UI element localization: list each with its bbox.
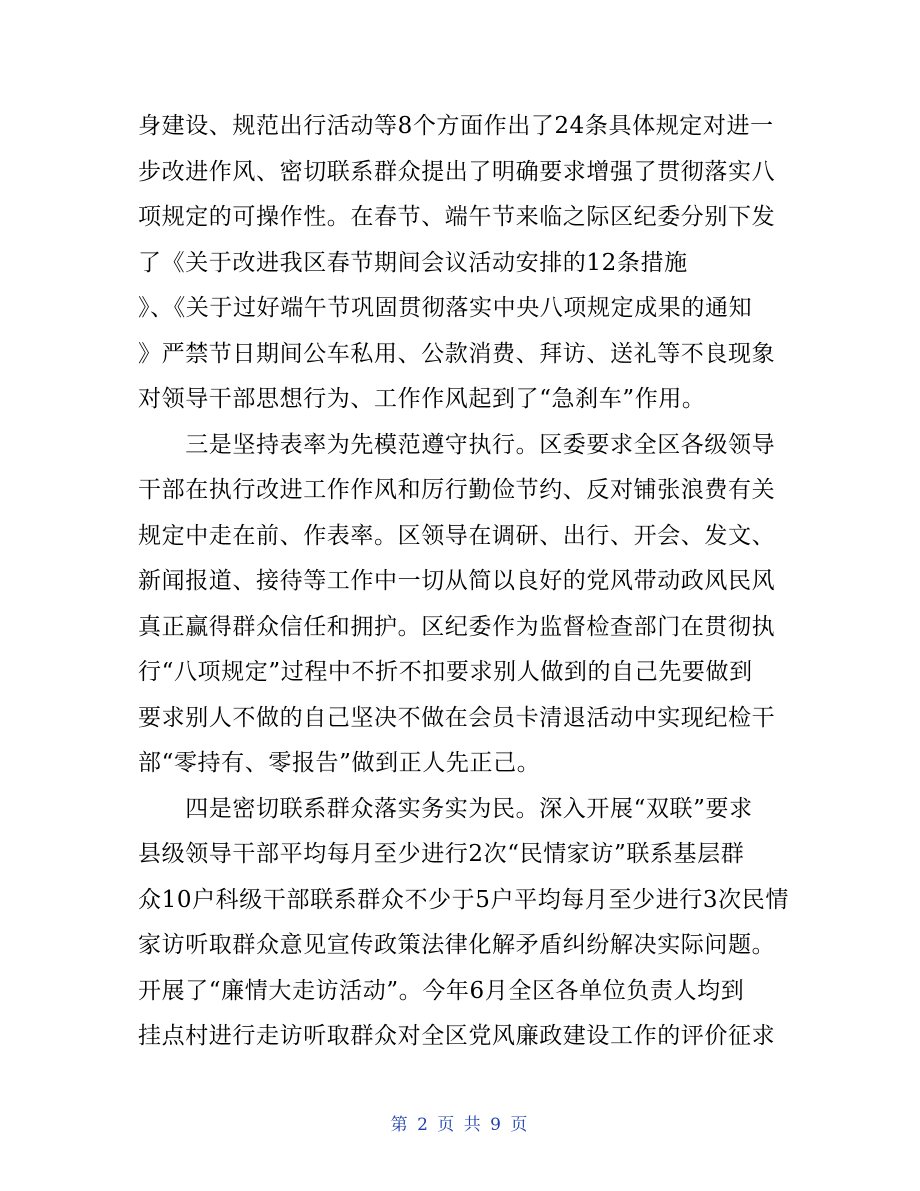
text-line-6: 》严禁节日期间公车私用、公款消费、拜访、送礼等不良现象 bbox=[138, 340, 776, 367]
page-footer: 第 2 页 共 9 页 bbox=[390, 1115, 530, 1135]
text-line-15: 部“零持有、零报告”做到正人先正己。 bbox=[138, 750, 541, 776]
text-line-7: 对领导干部思想行为、工作作风起到了“急刹车”作用。 bbox=[138, 386, 706, 412]
text-line-16: 四是密切联系群众落实务实为民。深入开展“双联”要求 bbox=[138, 795, 753, 822]
text-line-3: 项规定的可操作性。在春节、端午节来临之际区纪委分别下发 bbox=[138, 204, 776, 230]
text-line-2: 步改进作风、密切联系群众提出了明确要求增强了贯彻落实八 bbox=[138, 158, 776, 185]
text-line-18: 众10户科级干部联系群众不少于5户平均每月至少进行3次民情 bbox=[138, 886, 789, 913]
body-text bbox=[138, 104, 788, 1060]
text-line-13: 行“八项规定”过程中不折不扣要求别人做到的自己先要做到 bbox=[138, 659, 753, 685]
text-line-11: 新闻报道、接待等工作中一切从简以良好的党风带动政风民风 bbox=[138, 568, 776, 594]
text-line-1: 身建设、规范出行活动等8个方面作出了24条具体规定对进一 bbox=[138, 113, 774, 139]
text-line-5: 》、《关于过好端午节巩固贯彻落实中央八项规定成果的通知 bbox=[138, 295, 753, 321]
text-line-9: 干部在执行改进工作作风和厉行勤俭节约、反对铺张浪费有关 bbox=[138, 477, 776, 503]
text-line-8: 三是坚持表率为先模范遵守执行。区委要求全区各级领导 bbox=[138, 431, 776, 458]
text-line-12: 真正赢得群众信任和拥护。区纪委作为监督检查部门在贯彻执 bbox=[138, 613, 776, 640]
text-line-14: 要求别人不做的自己坚决不做在会员卡清退活动中实现纪检干 bbox=[138, 704, 776, 731]
text-line-17: 县级领导干部平均每月至少进行2次“民情家访”联系基层群 bbox=[138, 841, 745, 867]
text-line-21: 挂点村进行走访听取群众对全区党风廉政建设工作的评价征求 bbox=[138, 1023, 776, 1049]
text-line-19: 家访听取群众意见宣传政策法律化解矛盾纠纷解决实际问题。 bbox=[138, 932, 776, 958]
text-line-4: 了《关于改进我区春节期间会议活动安排的12条措施 bbox=[138, 249, 688, 276]
text-line-10: 规定中走在前、作表率。区领导在调研、出行、开会、发文、 bbox=[138, 522, 776, 549]
text-line-20: 开展了“廉情大走访活动”。今年6月全区各单位负责人均到 bbox=[138, 977, 745, 1004]
